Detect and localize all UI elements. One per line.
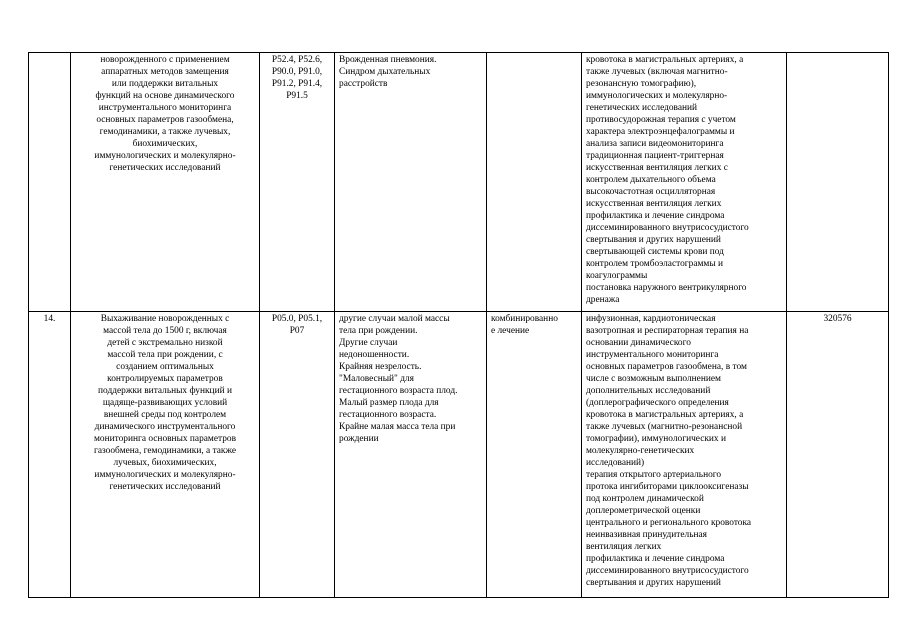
text-line: основных параметров газообмена, в том [586, 362, 747, 372]
text-line: кровотока в магистральных артериях, а [586, 410, 744, 420]
text-line: вентиляция легких [586, 542, 662, 552]
text-line: Другие случаи [339, 338, 398, 348]
text-line: инструментального мониторинга [586, 350, 719, 360]
text-line: массой тела при рождении, с [107, 350, 223, 360]
treatment-method-cell [582, 312, 787, 598]
text-line: газообмена, гемодинамики, а также [93, 446, 237, 456]
text-line: характера электроэнцефалограммы и [586, 127, 735, 137]
icd-codes-cell [260, 312, 335, 598]
text-line: противосудорожная терапия с учетом [586, 115, 736, 125]
text-line: генетических исследований [109, 482, 221, 492]
text-line: внешней среды под контролем [103, 410, 227, 420]
text-line: профилактика и лечение синдрома [586, 211, 725, 221]
text-line: числе с возможным выполнением [586, 374, 721, 384]
text-line: инфузионная, кардиотоническая [586, 314, 716, 324]
text-line: P90.0, P91.0, [271, 67, 323, 77]
text-line: исследований) [586, 458, 645, 468]
text-line: массой тела до 1500 г, включая [103, 326, 227, 336]
cost-cell: 320576 [787, 312, 889, 598]
text-line: гестационного возраста плод. [339, 386, 458, 396]
text-line: профилактика и лечение синдрома [586, 554, 725, 564]
text-line: центрального и регионального кровотока [586, 518, 752, 528]
text-line: искусственная вентиляция легких с [586, 163, 728, 173]
text-line: P91.5 [286, 91, 308, 101]
text-line: гемодинамики, а также лучевых, [99, 127, 231, 137]
row-number-cell [29, 53, 71, 312]
text-line: комбинированно [491, 314, 558, 324]
text-line: Врожденная пневмония. [339, 55, 437, 65]
text-line: мониторинга основных параметров [93, 434, 237, 444]
text-line: свертывания и других нарушений [586, 235, 721, 245]
text-line: основных параметров газообмена, [96, 115, 234, 125]
text-line: молекулярно-генетических [586, 446, 695, 456]
text-line: терапия открытого артериального [586, 470, 722, 480]
text-line: высокочастотная осцилляторная [586, 187, 716, 197]
text-line: P52.4, P52.6, [271, 55, 323, 65]
treatment-method-cell [582, 53, 787, 312]
text-line: контролем тромбоэластограммы и [586, 259, 724, 269]
text-line: резонансную томографию), [586, 79, 697, 89]
text-line: вазотропная и респираторная терапия на [586, 326, 749, 336]
text-line: дополнительных исследований [586, 386, 711, 396]
text-line: щадяще-развивающих условий [102, 398, 228, 408]
text-line: недоношенности. [339, 350, 410, 360]
text-line: коагулограммы [586, 271, 648, 281]
text-line: контролем дыхательного объема [586, 175, 716, 185]
text-line: лучевых, биохимических, [113, 458, 217, 468]
text-line: анализа записи видеомониторинга [586, 139, 724, 149]
text-line: диссеминированного внутрисосудистого [586, 566, 749, 576]
text-line: также лучевых (включая магнитно- [586, 67, 728, 77]
text-line: Выхаживание новорожденных с [100, 314, 230, 324]
care-name-cell [71, 312, 260, 598]
text-line: иммунологических и молекулярно- [94, 470, 236, 480]
text-line: томографии), иммунологических и [586, 434, 726, 444]
text-line: дренажа [586, 295, 620, 305]
text-line: P07 [289, 326, 305, 336]
text-line: биохимических, [132, 139, 198, 149]
row-number-cell: 14. [29, 312, 71, 598]
text-line: Крайне малая масса тела при [339, 422, 456, 432]
text-line: искусственная вентиляция легких [586, 199, 722, 209]
text-line: иммунологических и молекулярно- [94, 151, 236, 161]
text-line: инструментального мониторинга [98, 103, 232, 113]
diagnosis-cell [335, 312, 487, 598]
text-line: (доплерографического определения [586, 398, 729, 408]
text-line: функций на основе динамического [95, 91, 235, 101]
text-line: "Маловесный" для [339, 374, 414, 384]
care-name-cell [71, 53, 260, 312]
text-line: тела при рождении. [339, 326, 418, 336]
text-line: новорожденного с применением [100, 55, 230, 65]
text-line: доплерометрической оценки [586, 506, 701, 516]
text-line: кровотока в магистральных артериях, а [586, 55, 744, 65]
text-line: свертывания и других нарушений [586, 578, 721, 588]
text-line: генетических исследований [586, 103, 698, 113]
table-row [29, 312, 889, 598]
text-line: основании динамического [586, 338, 691, 348]
text-line: аппаратных методов замещения [101, 67, 229, 77]
text-line: е лечение [491, 326, 530, 336]
icd-codes-cell [260, 53, 335, 312]
text-line: поддержки витальных функций и [98, 386, 232, 396]
text-line: традиционная пациент-триггерная [586, 151, 724, 161]
text-line: неинвазивная принудительная [586, 530, 707, 540]
text-line: или поддержки витальных [111, 79, 219, 89]
cost-cell [787, 53, 889, 312]
text-line: иммунологических и молекулярно- [586, 91, 728, 101]
text-line: контролируемых параметров [107, 374, 223, 384]
text-line: расстройств [339, 79, 388, 89]
text-line: детей с экстремально низкой [107, 338, 223, 348]
text-line: Синдром дыхательных [339, 67, 431, 77]
text-line: P91.2, P91.4, [271, 79, 323, 89]
text-line: протока ингибиторами циклооксигеназы [586, 482, 749, 492]
treatment-type-cell [487, 312, 582, 598]
text-line: Малый размер плода для [339, 398, 439, 408]
text-line: рождении [339, 434, 379, 444]
text-line: созданием оптимальных [116, 362, 214, 372]
diagnosis-cell [335, 53, 487, 312]
text-line: под контролем динамической [586, 494, 704, 504]
text-line: динамического инструментального [94, 422, 236, 432]
text-line: Крайняя незрелость. [339, 362, 422, 372]
text-line: также лучевых (магнитно-резонансной [586, 422, 743, 432]
table-row [29, 53, 889, 312]
text-line: генетических исследований [109, 163, 221, 173]
treatment-type-cell [487, 53, 582, 312]
text-line: свертывающей системы крови под [586, 247, 724, 257]
text-line: P05.0, P05.1, [271, 314, 323, 324]
text-line: диссеминированного внутрисосудистого [586, 223, 749, 233]
text-line: другие случаи малой массы [339, 314, 450, 324]
care-standards-table [28, 52, 889, 598]
text-line: гестационного возраста. [339, 410, 437, 420]
text-line: постановка наружного вентрикулярного [586, 283, 747, 293]
